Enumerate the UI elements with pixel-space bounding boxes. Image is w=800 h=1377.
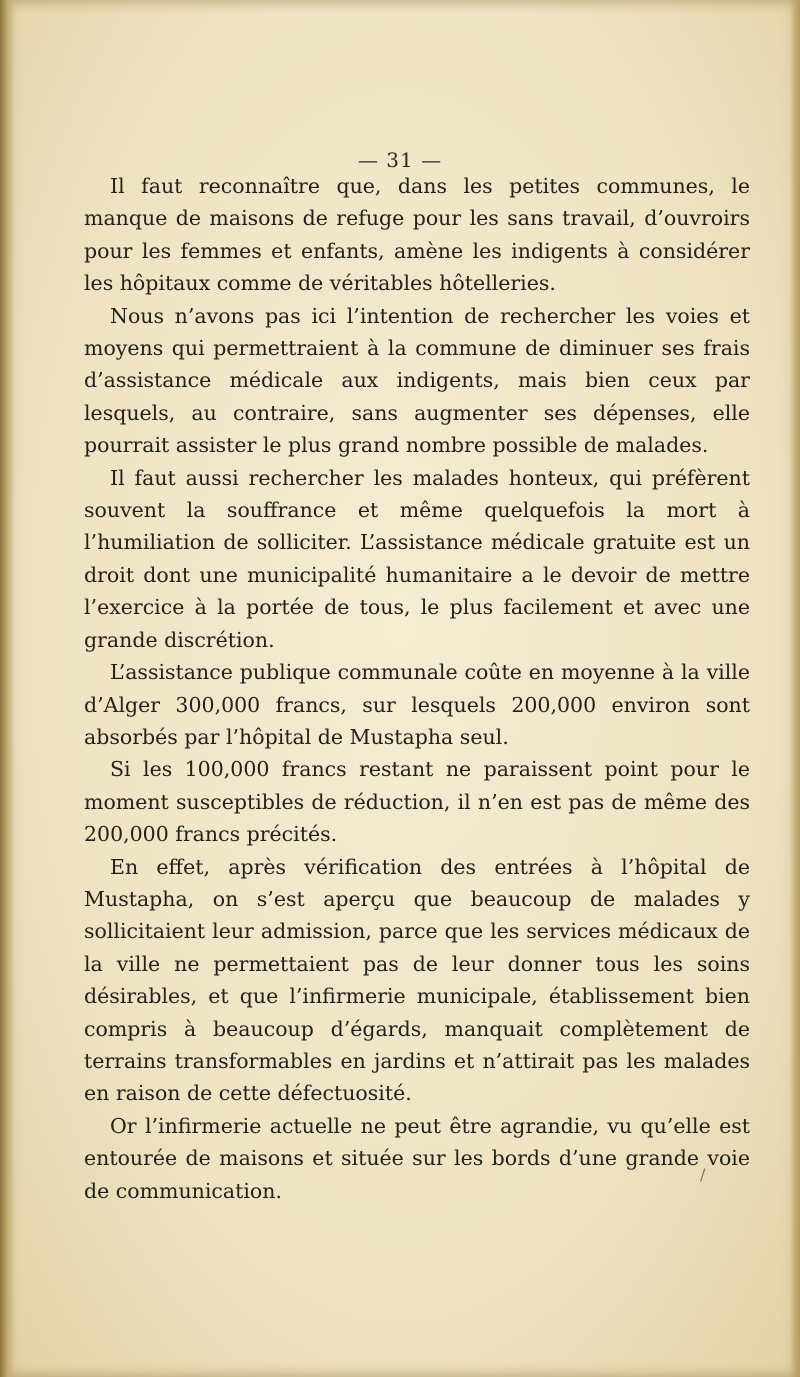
page-number: — 31 — [357,148,443,172]
paragraph: Nous n’avons pas ici l’intention de rechercher les voies et moyens qui permettraient à la commune de diminuer ses frais d’assistance médicale aux indigents, mais bien ceux par lesquels, au contraire, sans augmenter ses dépenses, elle pourrait assister le plus grand nombre possible de malades. [84,303,750,458]
body-text [84,170,750,1207]
page-edge-shadow [790,0,800,1377]
page-spine-shadow [0,0,14,1377]
paragraph: Or l’infirmerie actuelle ne peut être agrandie, vu qu’elle est entourée de maisons et située sur les bords d’une grande voie de communication. [84,1113,750,1203]
paragraph: Si les 100,000 francs restant ne paraissent point pour le moment susceptibles de réduction, il n’en est pas de même des 200,000 francs précités. [84,757,750,847]
stray-pencil-mark: / [700,1165,706,1184]
paragraph: En effet, après vérification des entrées à l’hôpital de Mustapha, on s’est aperçu que beaucoup de malades y sollicitaient leur admission, parce que les services médicaux de la ville ne permettaient pas de leur donner tous les soins désirables, et que l’infirmerie municipale, établissement bien compris à beaucoup d’égards, manquait complètement de terrains transformables en jardins et n’attirait pas les malades en raison de cette défectuosité. [84,854,750,1106]
paragraph: Il faut aussi rechercher les malades honteux, qui préfèrent souvent la souffrance et même quelquefois la mort à l’humiliation de solliciter. L’assistance médicale gratuite est un droit dont une municipalité humanitaire a le devoir de mettre l’exercice à la portée de tous, le plus facilement et avec une grande discrétion. [84,465,750,652]
paragraph: L’assistance publique communale coûte en moyenne à la ville d’Alger 300,000 francs, sur lesquels 200,000 environ sont absorbés par l’hôpital de Mustapha seul. [84,660,750,749]
paragraph: Il faut reconnaître que, dans les petites communes, le manque de maisons de refuge pour les sans travail, d’ouvroirs pour les femmes et enfants, amène les indigents à considérer les hôpitaux comme de véritables hôtelleries. [84,174,750,296]
